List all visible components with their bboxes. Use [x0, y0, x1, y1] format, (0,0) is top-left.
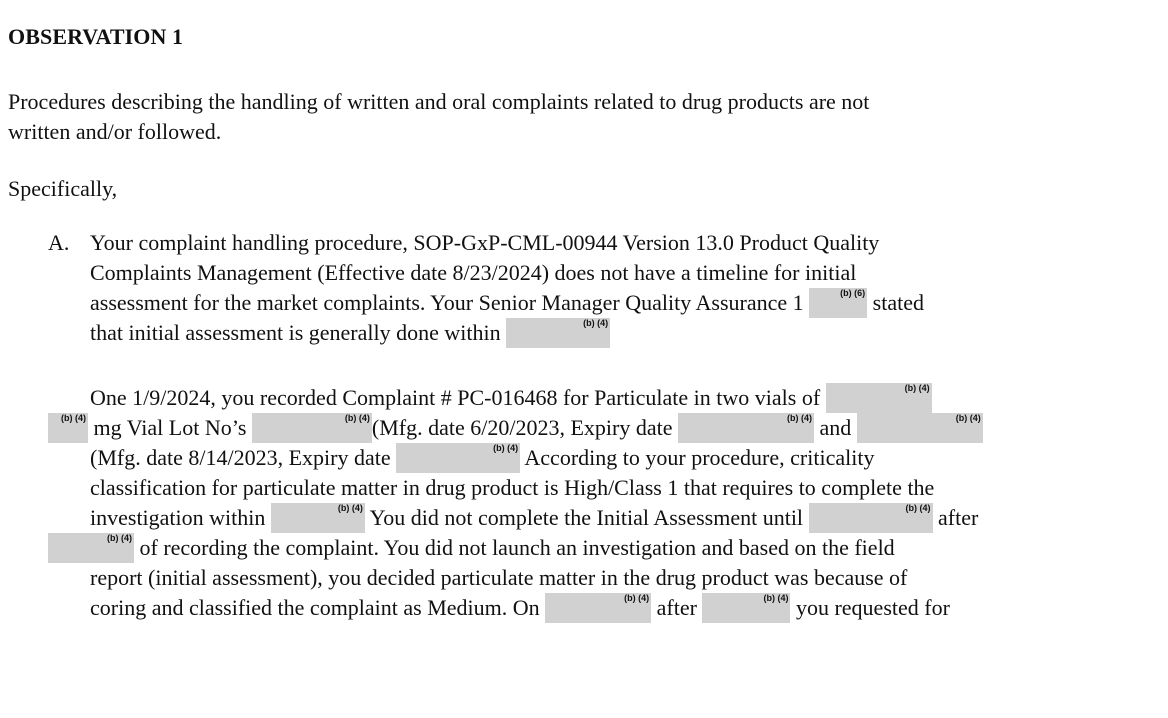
- redaction-code: (b) (4): [904, 383, 930, 393]
- text-line: report (initial assessment), you decided particulate matter in the drug product was because of: [90, 565, 908, 590]
- text-line: [90, 383, 1158, 413]
- redaction-box: [396, 443, 520, 473]
- redaction-code: (b) (4): [344, 413, 370, 423]
- text-segment: You did not complete the Initial Assessment until: [369, 505, 804, 530]
- text-line: [90, 503, 1158, 533]
- text-segment: you requested for: [795, 595, 950, 620]
- redaction-box: [545, 593, 651, 623]
- paragraph-gap: [90, 348, 1158, 383]
- list-marker: A.: [48, 230, 70, 255]
- text-line: [90, 288, 1158, 318]
- text-segment: (Mfg. date 6/20/2023, Expiry date: [371, 415, 673, 440]
- text-segment: after: [938, 505, 979, 530]
- redaction-code: (b) (6): [840, 288, 866, 298]
- redaction-code: (b) (4): [624, 593, 650, 603]
- redaction-code: (b) (4): [61, 413, 86, 423]
- text-line: [90, 533, 1158, 563]
- intro-line: written and/or followed.: [8, 119, 222, 144]
- observation-heading: OBSERVATION 1: [8, 24, 184, 49]
- redaction-code: (b) (4): [955, 413, 981, 423]
- redaction-box: [809, 503, 933, 533]
- text-segment: investigation within: [90, 505, 266, 530]
- text-segment: stated: [872, 290, 924, 315]
- redaction-code: (b) (4): [787, 413, 812, 423]
- document-page: [8, 0, 1160, 718]
- redaction-code: (b) (4): [905, 503, 931, 513]
- text-line: Your complaint handling procedure, SOP-GxP-CML-00944 Version 13.0 Product Quality: [90, 230, 880, 255]
- redaction-box: [678, 413, 814, 443]
- redaction-box: [252, 413, 372, 443]
- redaction-box: [48, 533, 134, 563]
- text-line: [90, 443, 1158, 473]
- text-segment: after: [656, 595, 697, 620]
- specifically-text: Specifically,: [8, 176, 118, 201]
- text-line: classification for particulate matter in drug product is High/Class 1 that requires to complete the: [90, 475, 935, 500]
- text-line: [90, 318, 1158, 348]
- text-line: Complaints Management (Effective date 8/23/2024) does not have a timeline for initial: [90, 260, 857, 285]
- text-segment: (Mfg. date 8/14/2023, Expiry date: [90, 445, 391, 470]
- text-line: [90, 593, 1158, 623]
- redaction-code: (b) (4): [337, 503, 363, 513]
- intro-paragraph: [8, 87, 869, 147]
- redaction-box: [48, 413, 88, 443]
- redaction-box: [826, 383, 932, 413]
- redaction-box: [857, 413, 983, 443]
- list-item: [61, 228, 1158, 623]
- redaction-code: (b) (4): [107, 533, 132, 543]
- redaction-code: (b) (4): [583, 318, 609, 328]
- text-segment: mg Vial Lot No’s: [93, 415, 247, 440]
- redaction-box: [271, 503, 365, 533]
- intro-line: Procedures describing the handling of written and oral complaints related to drug products are not: [8, 89, 870, 114]
- redaction-code: (b) (4): [763, 593, 789, 603]
- redaction-code: (b) (4): [493, 443, 519, 453]
- text-segment: and: [819, 415, 852, 440]
- text-segment: of recording the complaint. You did not launch an investigation and based on the field: [139, 535, 895, 560]
- text-segment: assessment for the market complaints. Your Senior Manager Quality Assurance 1: [90, 290, 804, 315]
- redaction-box: [702, 593, 790, 623]
- text-segment: One 1/9/2024, you recorded Complaint # PC-016468 for Particulate in two vials of: [90, 385, 821, 410]
- text-segment: that initial assessment is generally done within: [90, 320, 501, 345]
- text-line: [48, 413, 1158, 443]
- redaction-box: [809, 288, 867, 318]
- text-segment: coring and classified the complaint as Medium. On: [90, 595, 540, 620]
- text-segment: According to your procedure, criticality: [524, 445, 875, 470]
- redaction-box: [506, 318, 610, 348]
